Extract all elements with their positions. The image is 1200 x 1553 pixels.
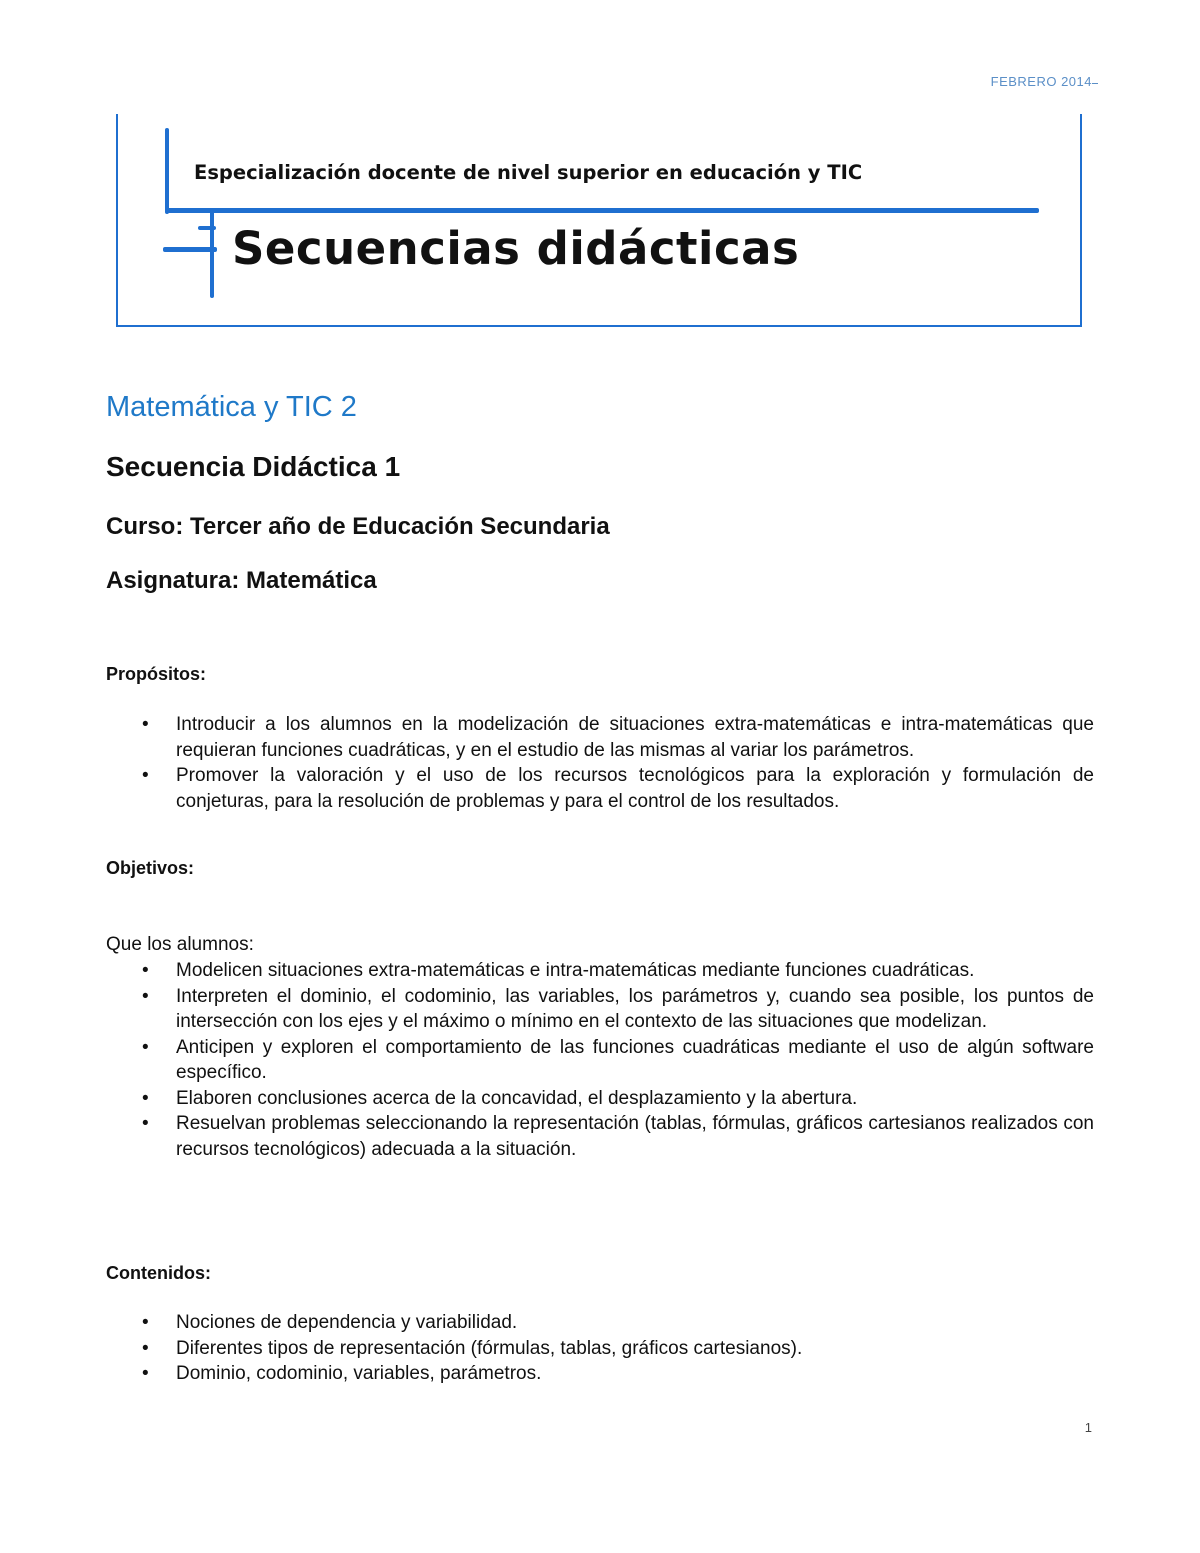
list-item: • Elaboren conclusiones acerca de la concavidad, el desplazamiento y la abertura. [106,1086,1094,1112]
objetivos-label: Objetivos: [106,858,195,878]
contenidos-list [106,1310,1094,1387]
objetivos-intro: Que los alumnos: [106,934,254,955]
list-item: • Resuelvan problemas seleccionando la representación (tablas, fórmulas, gráficos cartesianos realizados con recursos tecnológicos) adecuada a la situación. [106,1111,1094,1162]
subject-line: Asignatura: Matemática [106,567,377,594]
banner-subtitle: Especialización docente de nivel superior en educación y TIC [194,161,863,184]
list-item: • Interpreten el dominio, el codominio, las variables, los parámetros y, cuando sea posible, los puntos de intersección con los ejes y el máximo o mínimo en el contexto de las situaciones que modelizan. [106,984,1094,1035]
propositos-list [106,712,1094,814]
banner-title: Secuencias didácticas [232,222,800,275]
banner-decor-bar [167,208,1039,213]
list-item: • Anticipen y exploren el comportamiento de las funciones cuadráticas mediante el uso de algún software específico. [106,1035,1094,1086]
page-number: 1 [1084,1420,1092,1435]
doc-kicker: Matemática y TIC 2 [106,391,357,423]
banner-decor-bar [198,226,216,230]
banner-decor-bar [163,247,217,252]
propositos-label: Propósitos: [106,664,207,684]
header-date: FEBRERO 2014 [990,74,1092,89]
banner-decor-bar [165,128,169,214]
banner-decor-bar [210,210,214,298]
contenidos-label: Contenidos: [106,1263,211,1283]
course-line: Curso: Tercer año de Educación Secundaria [106,513,610,540]
objetivos-list [106,958,1094,1162]
list-item: • Nociones de dependencia y variabilidad. [106,1310,1094,1336]
list-item: • Modelicen situaciones extra-matemáticas e intra-matemáticas mediante funciones cuadráticas. [106,958,1094,984]
list-item: • Promover la valoración y el uso de los recursos tecnológicos para la exploración y formulación de conjeturas, para la resolución de problemas y para el control de los resultados. [106,763,1094,814]
list-item: • Dominio, codominio, variables, parámetros. [106,1361,1094,1387]
doc-heading: Secuencia Didáctica 1 [106,451,401,482]
title-banner [116,114,1082,327]
list-item: • Diferentes tipos de representación (fórmulas, tablas, gráficos cartesianos). [106,1336,1094,1362]
list-item: • Introducir a los alumnos en la modelización de situaciones extra-matemáticas e intra-matemáticas que requieran funciones cuadráticas, y en el estudio de las mismas al variar los parámetros. [106,712,1094,763]
